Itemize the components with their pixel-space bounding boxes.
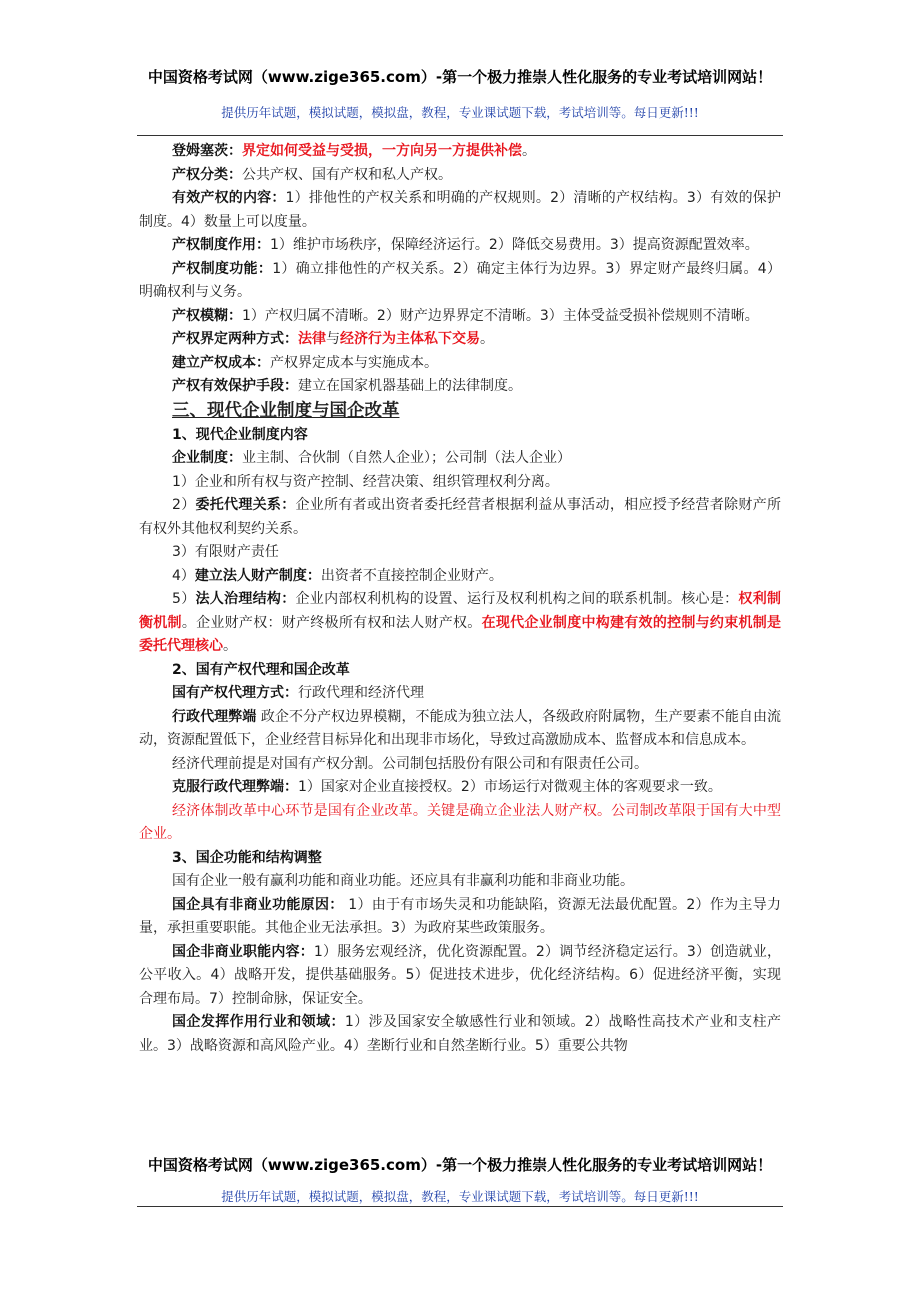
footer-divider <box>137 1206 783 1207</box>
text: 。 <box>480 331 494 347</box>
header-divider <box>137 135 783 136</box>
text: 企业内部权利机构的设置、运行及权利机构之间的联系机制。核心是： <box>295 591 739 607</box>
text: 企业所有者或出资者委托经营者根据利益从事活动，相应授予经营者除财产所有权外其他权利契约关系。 <box>139 497 781 537</box>
paragraph-system-role <box>139 234 781 258</box>
label: 产权模糊： <box>172 307 242 324</box>
text: 。 <box>522 143 536 159</box>
text: 政企不分产权边界模糊，不能成为独立法人，各级政府附属物，生产要素不能自由流动，资源配置低下，企业经营目标异化和出现非市场化，导致过高激励成本、监督成本和信息成本。 <box>139 708 781 748</box>
paragraph-reform-key: 经济体制改革中心环节是国有企业改革。关键是确立企业法人财产权。公司制改革限于国有大中型企业。 <box>139 802 781 842</box>
paragraph-item-2 <box>139 494 781 541</box>
label: 产权制度作用： <box>172 237 270 253</box>
text: 1）排他性的产权关系和明确的产权规则。2）清晰的产权结构。3）有效的保护制度。4）数量上可以度量。 <box>139 190 781 230</box>
text: 1）国家对企业直接授权。2）市场运行对微观主体的客观要求一致。 <box>298 779 722 795</box>
paragraph-industries <box>139 1011 781 1058</box>
document-body <box>139 140 781 1058</box>
paragraph-noncommercial-reasons <box>139 894 781 941</box>
text: 1）维护市场秩序，保障经济运行。2）降低交易费用。3）提高资源配置效率。 <box>270 237 759 253</box>
text: 业主制、合伙制（自然人企业）；公司制（法人企业） <box>242 450 571 466</box>
label: 克服行政代理弊端： <box>172 779 298 795</box>
label: 产权分类： <box>172 166 242 183</box>
paragraph-ambiguity <box>139 305 781 329</box>
paragraph-demsetz <box>139 140 781 164</box>
highlight-red: 权利制衡机制 <box>139 591 781 631</box>
paragraph-cost <box>139 352 781 376</box>
text: 5） <box>172 591 196 607</box>
text: 行政代理和经济代理 <box>298 685 424 701</box>
text: 1）服务宏观经济，优化资源配置。2）调节经济稳定运行。3）创造就业，公平收入。4）战略开发，提供基础服务。5）促进技术进步，优化经济结构。6）促进经济平衡，实现合理布局。7）控制命脉，保证安全。 <box>139 943 781 1007</box>
header-title: 中国资格考试网（www.zige365.com）-第一个极力推崇人性化服务的专业考试培训网站！ <box>147 68 773 86</box>
label: 有效产权的内容： <box>172 190 286 206</box>
text: 产权界定成本与实施成本。 <box>270 354 438 371</box>
text: 公共产权、国有产权和私人产权。 <box>242 166 452 183</box>
label: 登姆塞茨： <box>172 143 242 159</box>
label: 产权制度功能： <box>172 260 273 277</box>
paragraph-item-5 <box>139 588 781 659</box>
label: 法人治理结构： <box>195 591 296 607</box>
text: 。企业财产权：财产终极所有权和法人财产权。 <box>181 614 482 631</box>
text: 1）产权归属不清晰。2）财产边界界定不清晰。3）主体受益受损补偿规则不清晰。 <box>242 307 759 324</box>
paragraph-definition-methods <box>139 328 781 352</box>
label: 国企具有非商业功能原因： <box>172 896 344 913</box>
header-subtitle: 提供历年试题，模拟试题，模拟盘，教程，专业课试题下载，考试培训等。每日更新!!! <box>221 105 699 120</box>
label: 行政代理弊端 <box>172 708 257 725</box>
paragraph-noncommercial-content <box>139 941 781 1012</box>
paragraph-system-function <box>139 258 781 305</box>
paragraph-economic-agency: 经济代理前提是对国有产权分割。公司制包括股份有限公司和有限责任公司。 <box>172 755 648 772</box>
label: 产权有效保护手段： <box>172 378 298 394</box>
label: 委托代理关系： <box>195 497 296 513</box>
paragraph-property-types <box>139 164 781 188</box>
highlight-red: 在现代企业制度中构建有效的控制与约束机制是委托代理核心 <box>139 614 782 654</box>
paragraph-agency-methods <box>139 682 781 706</box>
label: 建立法人财产制度： <box>194 567 321 584</box>
paragraph-item-4 <box>139 565 781 589</box>
highlight-red: 经济行为主体私下交易 <box>340 331 480 347</box>
text: 1）由于有市场失灵和功能缺陷，资源无法最优配置。2）作为主导力量，承担重要职能。其他企业无法承担。3）为政府某些政策服务。 <box>139 896 782 936</box>
highlight-red: 界定如何受益与受损，一方向另一方提供补偿 <box>242 143 522 159</box>
text: 与 <box>326 331 340 347</box>
paragraph-item-3: 3）有限财产责任 <box>172 544 279 560</box>
paragraph-soe-functions: 国有企业一般有赢利功能和商业功能。还应具有非赢利功能和非商业功能。 <box>172 873 634 889</box>
paragraph-effective-property <box>139 187 781 234</box>
paragraph-admin-drawbacks <box>139 706 781 753</box>
label: 国企非商业职能内容： <box>172 943 314 960</box>
label: 产权界定两种方式： <box>172 331 298 347</box>
text: 2） <box>172 497 196 513</box>
text: 建立在国家机器基础上的法律制度。 <box>298 378 522 394</box>
paragraph-enterprise-system <box>139 447 781 471</box>
section-heading: 三、现代企业制度与国企改革 <box>172 400 400 421</box>
label: 国企发挥作用行业和领域： <box>172 1014 345 1030</box>
paragraph-overcome-drawbacks <box>139 776 781 800</box>
paragraph-protection <box>139 375 781 399</box>
label: 企业制度： <box>172 450 242 466</box>
label: 国有产权代理方式： <box>172 685 298 701</box>
text: 1）确立排他性的产权关系。2）确定主体行为边界。3）界定财产最终归属。4）明确权利与义务。 <box>139 260 781 300</box>
footer-title: 中国资格考试网（www.zige365.com）-第一个极力推崇人性化服务的专业考试培训网站！ <box>147 1156 773 1174</box>
highlight-red: 法律 <box>298 331 326 347</box>
footer-subtitle: 提供历年试题，模拟试题，模拟盘，教程，专业课试题下载，考试培训等。每日更新!!! <box>221 1189 699 1204</box>
text: 。 <box>223 638 237 654</box>
paragraph-item-1: 1）企业和所有权与资产控制、经营决策、组织管理权利分离。 <box>172 473 559 490</box>
subsection-heading: 2、国有产权代理和国企改革 <box>172 661 350 678</box>
subsection-heading: 1、现代企业制度内容 <box>172 426 308 443</box>
text: 4） <box>172 567 195 584</box>
subsection-heading: 3、国企功能和结构调整 <box>172 849 322 866</box>
text: 出资者不直接控制企业财产。 <box>320 567 503 584</box>
text: 1）涉及国家安全敏感性行业和领域。2）战略性高技术产业和支柱产业。3）战略资源和高风险产业。4）垄断行业和自然垄断行业。5）重要公共物 <box>139 1014 781 1054</box>
label: 建立产权成本： <box>172 354 270 371</box>
